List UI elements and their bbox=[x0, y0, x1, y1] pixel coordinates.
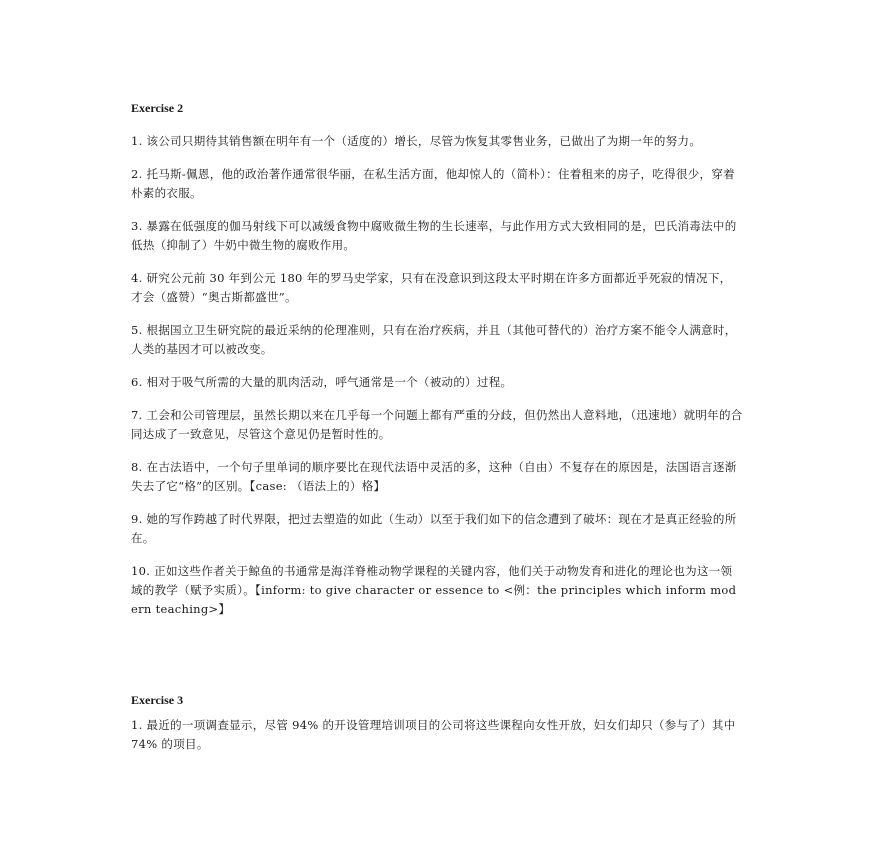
exercise-item: 3. 暴露在低强度的伽马射线下可以减缓食物中腐败微生物的生长速率，与此作用方式大致相同的是，巴氏消毒法中的低热（抑制了）牛奶中微生物的腐败作用。 bbox=[131, 219, 737, 252]
exercise-item: 4. 研究公元前 30 年到公元 180 年的罗马史学家，只有在没意识到这段太平时期在许多方面都近乎死寂的情况下，才会（盛赞）“奥古斯都盛世”。 bbox=[131, 271, 732, 304]
exercise-item: 1. 该公司只期待其销售额在明年有一个（适度的）增长，尽管为恢复其零售业务，已做出了为期一年的努力。 bbox=[131, 134, 702, 148]
exercise-item: 8. 在古法语中，一个句子里单词的顺序要比在现代法语中灵活的多，这种（自由）不复存在的原因是，法国语言逐渐失去了它“格”的区别。【case: （语法上的）格】 bbox=[131, 460, 737, 493]
exercise-item: 2. 托马斯-佩恩，他的政治著作通常很华丽，在私生活方面，他却惊人的（简朴）：住着租来的房子，吃得很少，穿着朴素的衣服。 bbox=[131, 167, 735, 200]
exercise-item: 1. 最近的一项调查显示，尽管 94% 的开设管理培训项目的公司将这些课程向女性开放，妇女们却只（参与了）其中 74% 的项目。 bbox=[131, 718, 736, 751]
exercise-item: 5. 根据国立卫生研究院的最近采纳的伦理准则，只有在治疗疾病，并且（其他可替代的）治疗方案不能令人满意时，人类的基因才可以被改变。 bbox=[131, 323, 737, 356]
exercise-3-list bbox=[131, 716, 743, 754]
exercise-item: 7. 工会和公司管理层，虽然长期以来在几乎每一个问题上都有严重的分歧，但仍然出人意料地，（迅速地）就明年的合同达成了一致意见，尽管这个意见仍是暂时性的。 bbox=[131, 408, 743, 441]
exercise-2-heading: Exercise 2 bbox=[131, 101, 184, 115]
exercise-2-list bbox=[131, 132, 743, 619]
exercise-item: 6. 相对于吸气所需的大量的肌肉活动，呼气通常是一个（被动的）过程。 bbox=[131, 375, 513, 389]
exercise-item: 10. 正如这些作者关于鲸鱼的书通常是海洋脊椎动物学课程的关键内容，他们关于动物发育和进化的理论也为这一领域的教学（赋予实质）。【inform: to give character or essence to <例：the principles which inform modern teaching>】 bbox=[131, 564, 737, 616]
exercise-3-section bbox=[131, 692, 743, 751]
exercise-3-heading: Exercise 3 bbox=[131, 693, 184, 707]
exercise-item: 9. 她的写作跨越了时代界限，把过去塑造的如此（生动）以至于我们如下的信念遭到了破坏：现在才是真正经验的所在。 bbox=[131, 512, 737, 545]
exercise-2-section bbox=[131, 100, 743, 616]
